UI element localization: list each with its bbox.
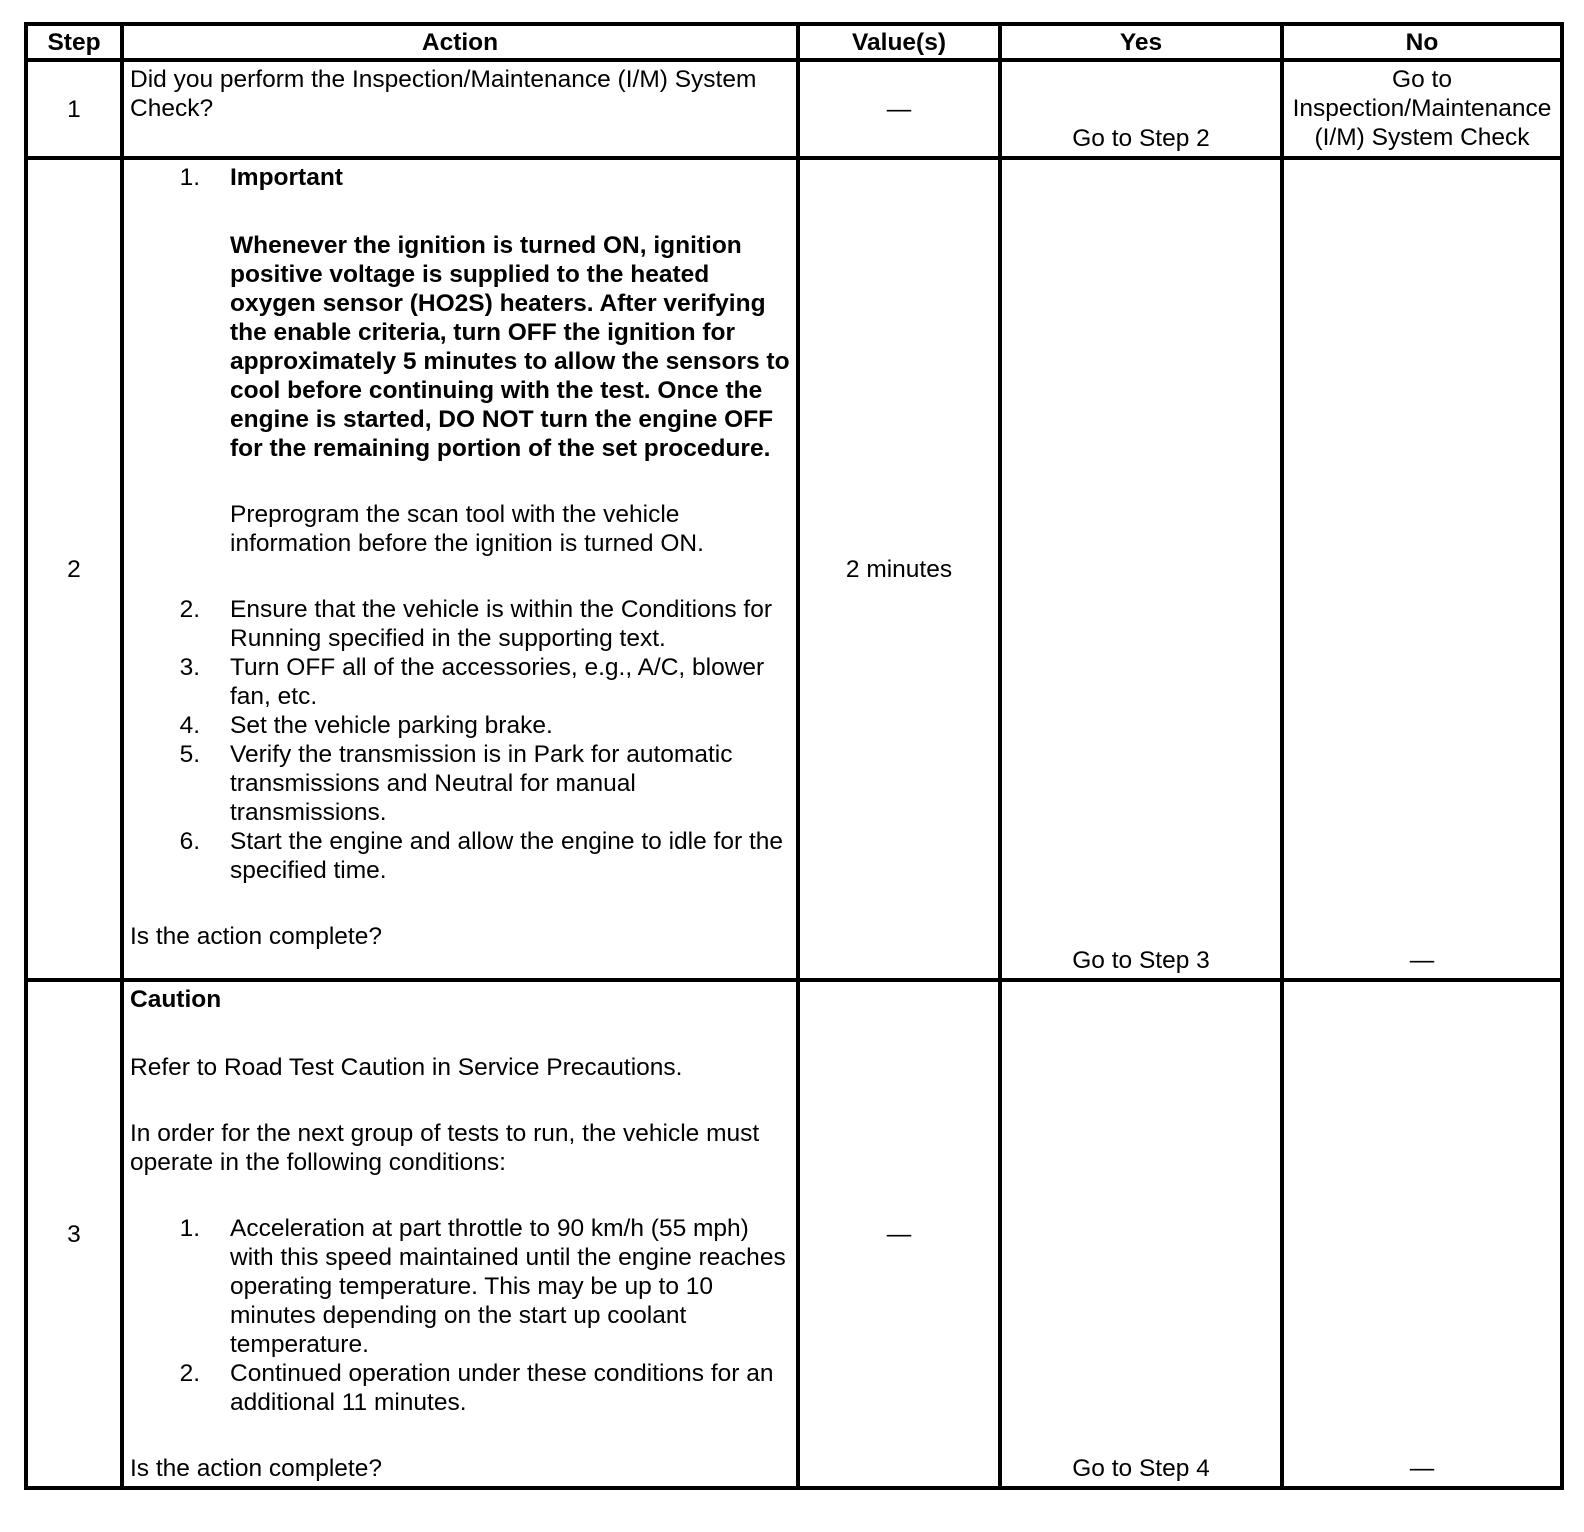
procedure-list [130,587,790,885]
header-values: Value(s) [798,24,1000,60]
important-heading: Important [230,164,343,191]
list-item-text: Verify the transmission is in Park for automatic transmissions and Neutral for manual transmissions. [230,741,733,826]
procedure-list [130,1206,790,1417]
list-item-number: 6. [179,828,200,855]
caution-text: Refer to Road Test Caution in Service Precautions. [130,1054,683,1081]
list-item [130,595,790,653]
procedure-list [130,163,790,192]
value-cell: — [798,60,1000,158]
list-item-text: Start the engine and allow the engine to idle for the specified time. [230,828,783,884]
step-number: 1 [26,60,122,158]
list-item-number: 4. [179,712,200,739]
diagnostic-procedure-table [24,22,1564,1490]
action-cell [122,158,798,980]
list-item [130,163,790,192]
list-item-number: 2. [179,596,200,623]
no-cell: Go to Inspection/Maintenance (I/M) System Check [1282,60,1562,158]
list-item-text: Continued operation under these conditions for an additional 11 minutes. [230,1360,774,1416]
table-row [26,158,1562,980]
table-row [26,60,1562,158]
list-item-text: Ensure that the vehicle is within the Conditions for Running specified in the supporting text. [230,596,773,652]
header-step: Step [26,24,122,60]
caution-heading: Caution [130,986,222,1013]
value-cell: 2 minutes [798,158,1000,980]
list-item [130,740,790,827]
no-cell: — [1282,980,1562,1488]
action-cell [122,60,798,158]
list-item-number: 3. [179,654,200,681]
list-item [130,1359,790,1417]
action-question: Is the action complete? [130,923,382,950]
header-yes: Yes [1000,24,1282,60]
step-number: 3 [26,980,122,1488]
list-item-number: 5. [179,741,200,768]
value-cell: — [798,980,1000,1488]
action-cell [122,980,798,1488]
conditions-intro: In order for the next group of tests to run, the vehicle must operate in the following conditions: [130,1120,760,1176]
preprogram-text: Preprogram the scan tool with the vehicle information before the ignition is turned ON. [230,501,704,557]
step-number: 2 [26,158,122,980]
list-item [130,827,790,885]
yes-cell: Go to Step 3 [1000,158,1282,980]
header-no: No [1282,24,1562,60]
yes-cell: Go to Step 4 [1000,980,1282,1488]
list-item [130,711,790,740]
important-warning: Whenever the ignition is turned ON, ignition positive voltage is supplied to the heated oxygen sensor (HO2S) heaters. After verifying the enable criteria, turn OFF the ignition for approximately 5 minutes to allow the sensors to cool before continuing with the test. Once the engine is started, DO NOT turn the engine OFF for the remaining portion of the set procedure. [230,232,790,462]
action-question: Did you perform the Inspection/Maintenance (I/M) System Check? [130,66,757,122]
list-item [130,653,790,711]
list-item-text: Acceleration at part throttle to 90 km/h (55 mph) with this speed maintained until the engine reaches operating temperature. This may be up to 10 minutes depending on the start up coolant temperature. [230,1215,786,1358]
action-question: Is the action complete? [130,1455,382,1482]
header-action: Action [122,24,798,60]
list-item-number: 1. [179,1215,200,1242]
list-item-number: 1. [179,164,200,191]
no-cell: — [1282,158,1562,980]
table-row [26,980,1562,1488]
list-item [130,1214,790,1359]
list-item-text: Set the vehicle parking brake. [230,712,553,739]
list-item-number: 2. [179,1360,200,1387]
table-header-row [26,24,1562,60]
yes-cell: Go to Step 2 [1000,60,1282,158]
list-item-text: Turn OFF all of the accessories, e.g., A/C, blower fan, etc. [230,654,765,710]
